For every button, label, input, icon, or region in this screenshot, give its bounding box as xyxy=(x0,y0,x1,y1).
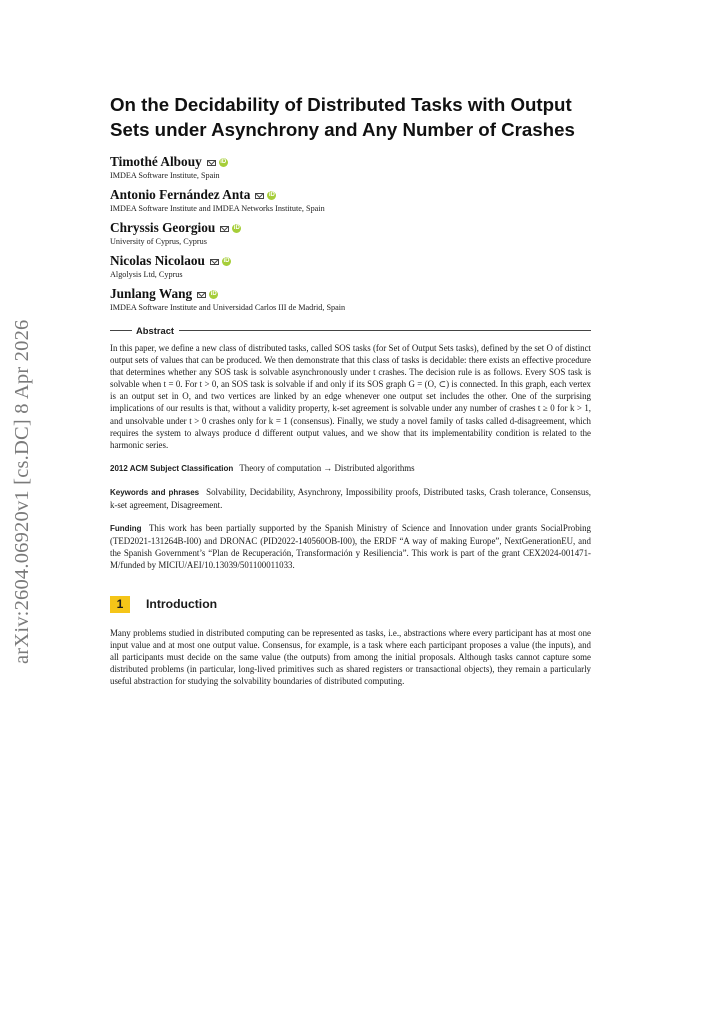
divider xyxy=(110,330,132,331)
funding-label: Funding xyxy=(110,524,142,534)
author-entry xyxy=(110,253,591,280)
funding-value: This work has been partially supported by the Spanish Ministry of Science and Innovation under grants SocialProbing (TED2021-131264B-I00) and DRONAC (PID2022-140560OB-I00), the ERDF “A way of making Europe”, NextGenerationEU, and the Spanish Government’s “Plan de Recuperación, Transformación y Resiliencia”. This work is part of the grant CEX2024-001471-M/funded by MICIU/AEI/10.13039/501100011033. xyxy=(110,523,591,571)
section-body-text: Many problems studied in distributed computing can be represented as tasks, i.e., abstractions where every participant has at most one input value and at most one output value. Consensus, for example, is a task where each participant proposes a value (the inputs), and all participants must decide on the same value (the outputs) from among the initial proposals. Although tasks cannot capture some distributed problems (in particular, long-lived primitives such as shared registers or transactional objects), they remain a particularly useful abstraction for studying the solvability boundaries of distributed computing. xyxy=(110,627,591,686)
paper-content xyxy=(110,92,591,687)
orcid-icon[interactable]: iD xyxy=(220,158,227,165)
abstract-heading xyxy=(110,325,591,336)
orcid-icon[interactable]: iD xyxy=(210,290,217,297)
author-entry xyxy=(110,286,591,313)
author-name: Nicolas Nicolaou xyxy=(110,253,205,268)
keywords xyxy=(110,486,591,511)
arxiv-identifier: arXiv:2604.06920v1 [cs.DC] 8 Apr 2026 xyxy=(11,319,33,664)
author-name: Junlang Wang xyxy=(110,286,193,301)
author-entry xyxy=(110,154,591,181)
acm-value: Theory of computation → Distributed algorithms xyxy=(239,462,415,473)
paper-title: On the Decidability of Distributed Tasks with Output Sets under Asynchrony and Any Number of Crashes xyxy=(110,94,575,140)
abstract-heading-label: Abstract xyxy=(136,325,175,336)
mail-icon[interactable] xyxy=(255,193,264,199)
author-entry xyxy=(110,187,591,214)
author-name: Antonio Fernández Anta xyxy=(110,187,251,202)
author-name: Timothé Albouy xyxy=(110,154,202,169)
divider xyxy=(179,330,591,331)
mail-icon[interactable] xyxy=(220,226,229,232)
author-affiliation: IMDEA Software Institute, Spain xyxy=(110,171,220,180)
author-affiliation: Algolysis Ltd, Cyprus xyxy=(110,270,183,279)
section-title: Introduction xyxy=(146,597,218,611)
orcid-icon[interactable]: iD xyxy=(268,191,275,198)
section-number-badge: 1 xyxy=(110,596,130,613)
funding xyxy=(110,522,591,571)
author-entry xyxy=(110,220,591,247)
mail-icon[interactable] xyxy=(210,259,219,265)
acm-label: 2012 ACM Subject Classification xyxy=(110,463,234,473)
keywords-label: Keywords and phrases xyxy=(110,487,200,497)
abstract-text: In this paper, we define a new class of distributed tasks, called SOS tasks (for Set of Output Sets tasks), defined by the set O of distinct output sets of values that can be produced. We then demonstrate that this class of tasks is decidable: there exists an effective procedure that determines whether any SOS task is solvable asynchronously under t crashes. The decision rule is as follows. Every SOS task is solvable when t = 0. For t > 0, an SOS task is solvable if and only if its SOS graph G = (O, ⊂) is connected. In this graph, each vertex is an output set in O, and two vertices are linked by an edge whenever one output set includes the other. One of the surprising implications of our results is that, without a validity property, k-set agreement is solvable under any number of crashes t ≥ 0 for k > 1, and unsolvable under t > 0 crashes only for k = 1 (consensus). Finally, we study a novel family of tasks called d-disagreement, which requires the system to always produce d different output values, and we show that its implementability condition is related to the harmonic series. xyxy=(110,343,591,450)
section-heading xyxy=(110,596,591,613)
keywords-value: Solvability, Decidability, Asynchrony, Impossibility proofs, Distributed tasks, Crash tolerance, Consensus, k-set agreement, Disagreement. xyxy=(110,486,591,511)
orcid-icon[interactable]: iD xyxy=(223,257,230,264)
mail-icon[interactable] xyxy=(197,292,206,298)
author-affiliation: IMDEA Software Institute and IMDEA Networks Institute, Spain xyxy=(110,204,325,213)
author-list xyxy=(110,154,591,313)
acm-classification xyxy=(110,462,591,475)
author-name: Chryssis Georgiou xyxy=(110,220,216,235)
author-affiliation: IMDEA Software Institute and Universidad Carlos III de Madrid, Spain xyxy=(110,303,346,312)
mail-icon[interactable] xyxy=(207,160,216,166)
author-affiliation: University of Cyprus, Cyprus xyxy=(110,237,207,246)
orcid-icon[interactable]: iD xyxy=(233,224,240,231)
